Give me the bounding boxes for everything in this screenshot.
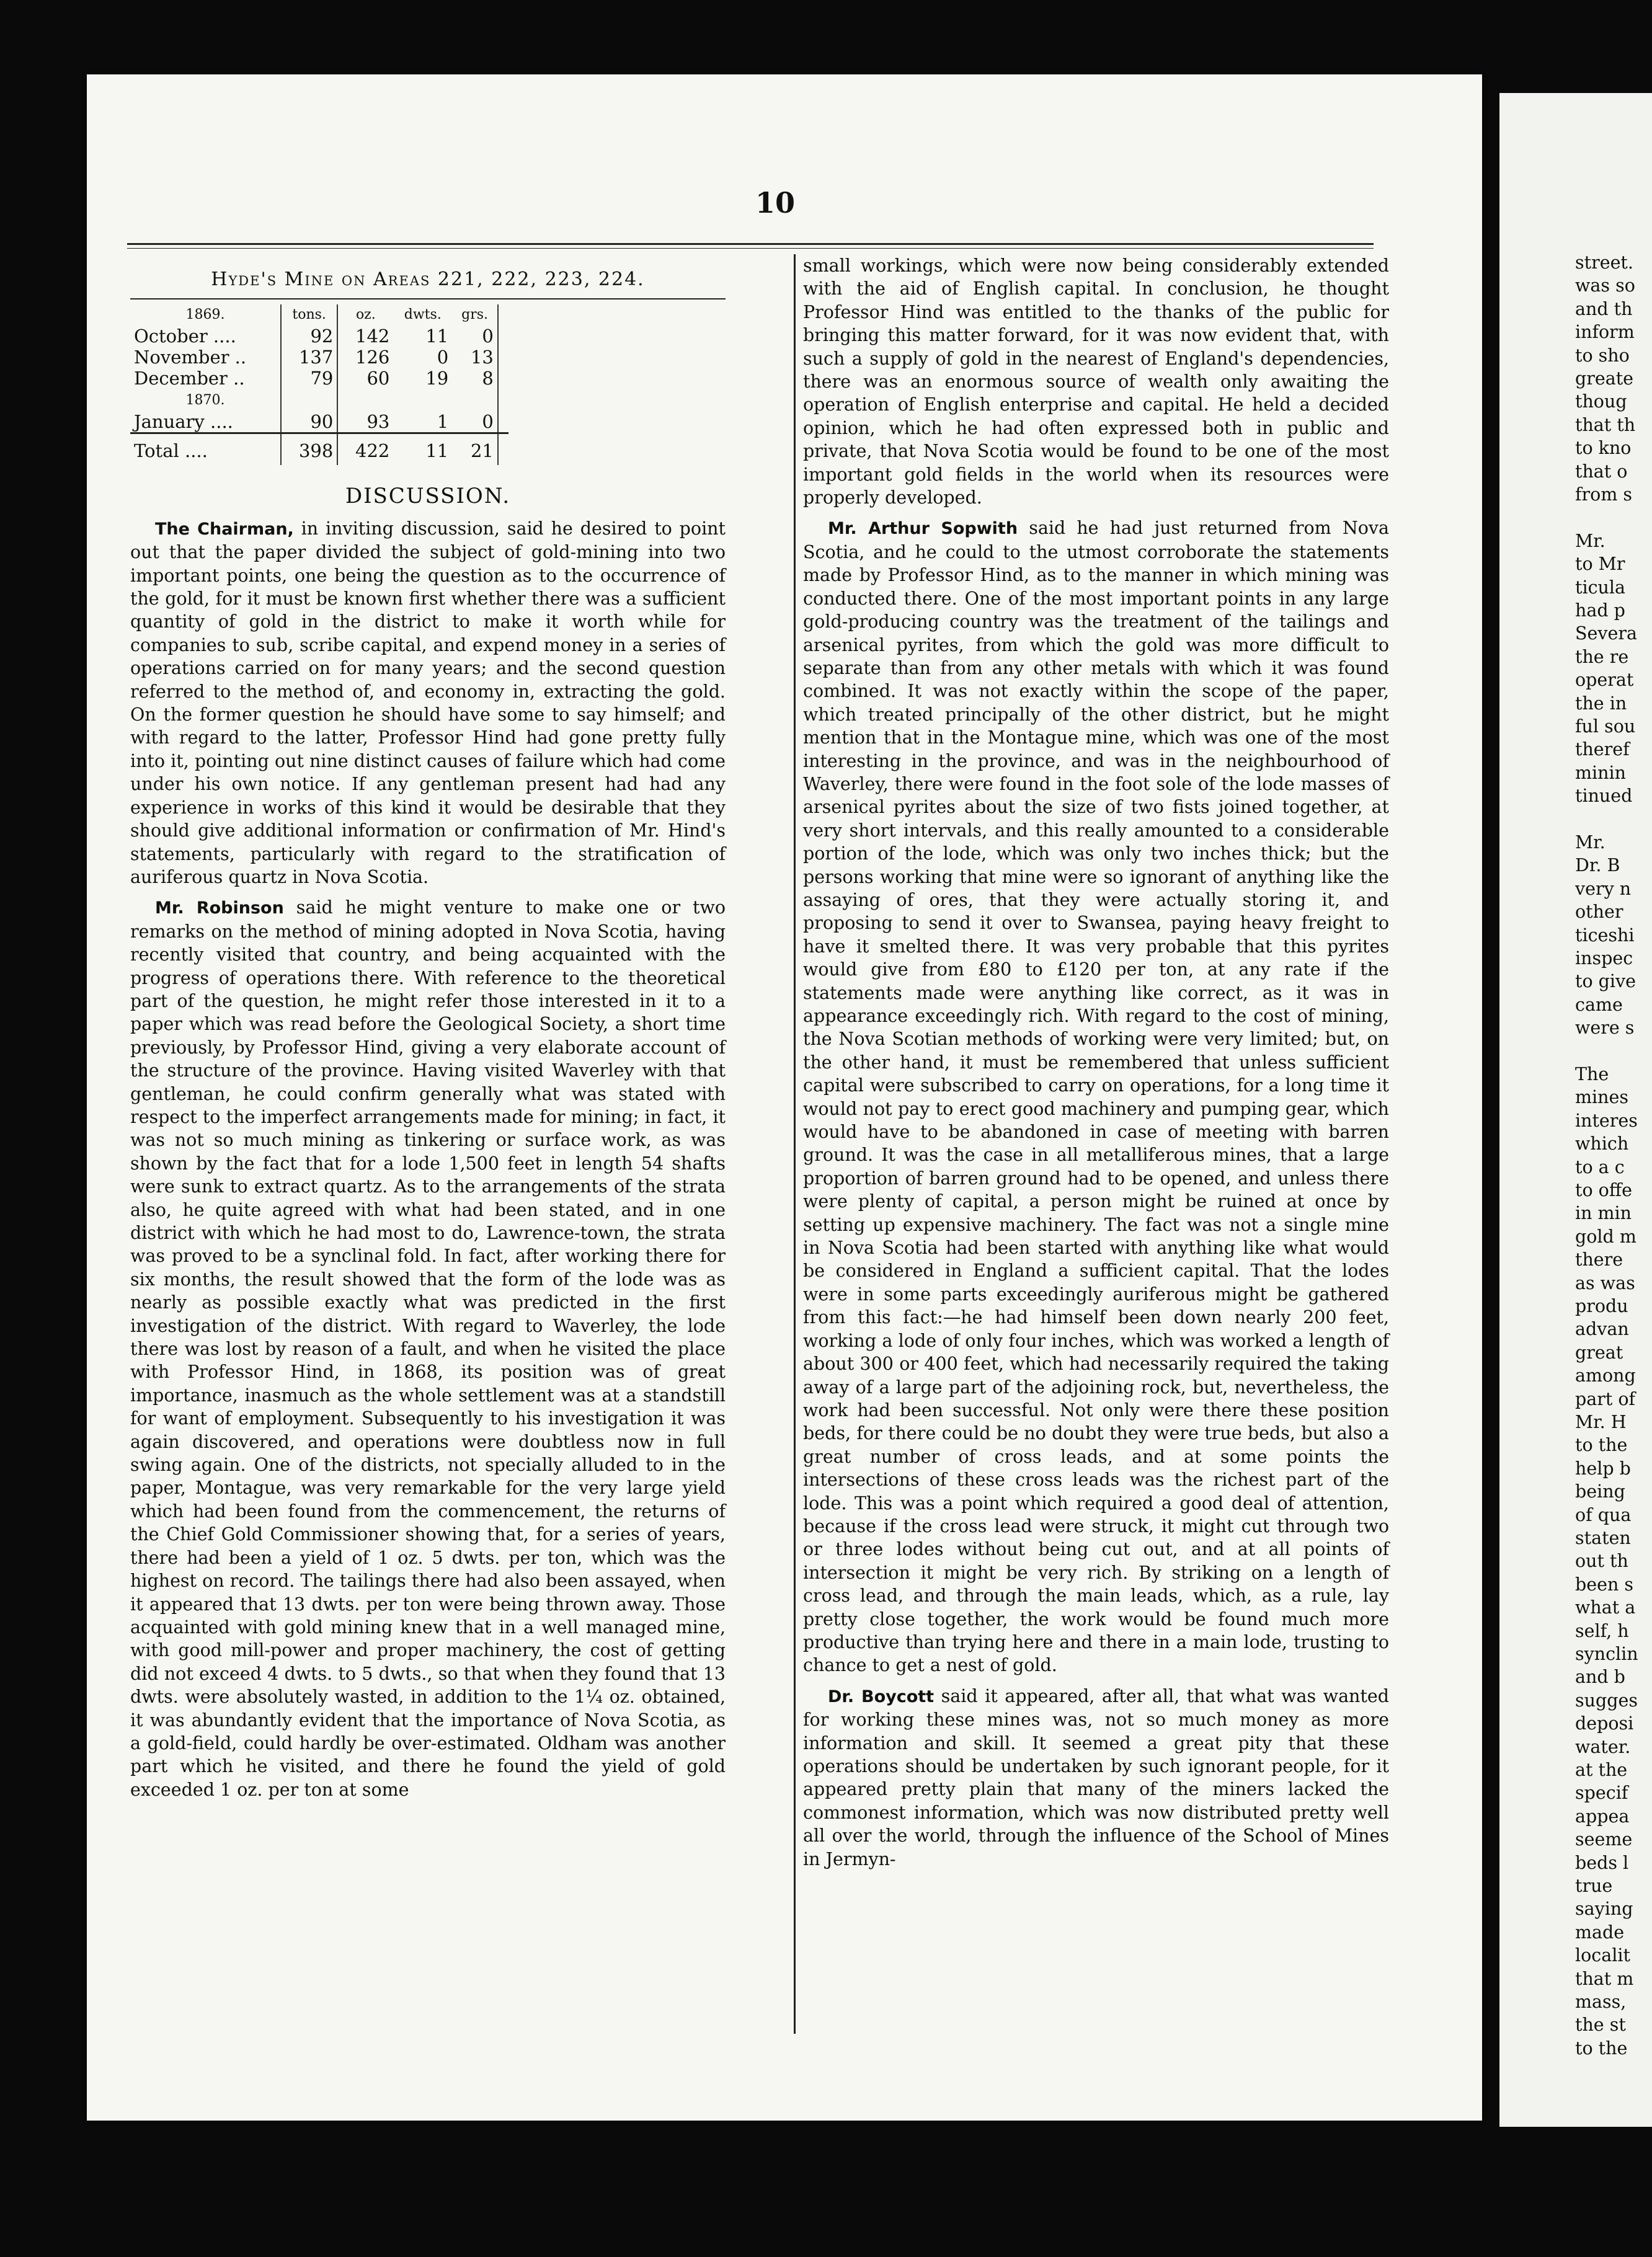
speaker-name: Mr. Arthur Sopwith — [828, 519, 1018, 539]
next-page-line: inform — [1575, 322, 1635, 343]
next-page-line: theref — [1575, 739, 1630, 760]
next-page-line: the re — [1575, 646, 1629, 667]
next-page-line: as was — [1575, 1272, 1635, 1293]
next-page-line: to offe — [1575, 1180, 1632, 1200]
next-page-line: was so — [1575, 275, 1635, 296]
next-page-line: ticeshi — [1575, 925, 1635, 946]
table-header-row — [130, 304, 508, 326]
paragraph: Mr. Arthur Sopwith said he had just returned from Nova Scotia, and he could to the utmost corroborate the statements made by Professor Hind, as to the manner in which mining was conducted there. One of the most important points in any large gold-producing country was the treatment of the tailings and arsenical pyrites, from which the gold was more difficult to separate than from any other metals with which it was found combined. It was not exactly within the scope of the paper, which treated principally of the other district, but he might mention that in the Montague mine, which was one of the most interesting in the province, and was in the neighbourhood of Waverley, there were found in the foot sole of the lode masses of arsenical pyrites about the size of two fists joined together, at very short intervals, and this really amounted to a considerable portion of the lode, which was only two inches thick; but the persons working that mine were so ignorant of anything like the assaying of ores, that they were actually storing it, and proposing to send it over to Swansea, paying heavy freight to have it smelted there. It was very probable that this pyrites would give from £80 to £120 per ton, at any rate if the statements made were anything like correct, as it was in appearance exceedingly rich. With regard to the cost of mining, the Nova Scotian methods of working were very limited; but, on the other hand, it must be remembered that unless sufficient capital were subscribed to carry on operations, for a long time it would not pay to erect good machinery and pumping gear, which would have to be abandoned in case of meeting with barren ground. It was the case in all metalliferous mines, that a large proportion of barren ground had to be opened, and unless there were plenty of capital, a person might be ruined at once by setting up expensive machinery. The fact was not a single mine in Nova Scotia had been started with anything like what would be considered in England a sufficient capital. That the lodes were in some parts exceedingly auriferous might be gathered from this fact:—he had himself been down nearly 200 feet, working a lode of only four inches, which was worked a length of about 300 or 400 feet, which had necessarily required the taking away of a large part of the adjoining rock, but, nevertheless, the work had been successful. Not only were there these position beds, for there could be no doubt they were true beds, but also a great number of cross leads, and at some points the intersections of these cross leads was the richest part of the lode. This was a point which required a good deal of attention, because if the cross lead were struck, it might cut through two or three lodes without being cut out, and at all points of intersection it might be very rich. By striking on a length of cross lead, and through the main leads, which, as a rule, lay pretty close together, the work would be found much more productive than trying here and there in a main lode, trusting to chance to get a nest of gold. — [803, 518, 1390, 1676]
next-page-line: to kno — [1575, 438, 1632, 459]
next-page-line: and b — [1575, 1667, 1625, 1688]
next-page-line: water. — [1575, 1736, 1631, 1757]
next-page-line: out th — [1575, 1551, 1628, 1572]
next-page-line: that m — [1575, 1968, 1634, 1989]
next-page-line: came — [1575, 994, 1623, 1015]
next-page-line: Mr. — [1575, 530, 1605, 551]
next-page-line: beds l — [1575, 1852, 1629, 1873]
header-dwts: dwts. — [404, 307, 442, 323]
next-page-line: being — [1575, 1481, 1625, 1502]
next-page-line: Dr. B — [1575, 855, 1620, 876]
next-page-line: self, h — [1575, 1620, 1629, 1641]
next-page-line: and th — [1575, 298, 1633, 319]
next-page-line: mines — [1575, 1087, 1628, 1108]
next-page-line: in min — [1575, 1203, 1632, 1224]
table-title-rule — [130, 298, 726, 299]
table-row: January .... 90 93 1 0 — [130, 411, 508, 433]
next-page-line: to the — [1575, 1435, 1628, 1456]
next-page-line: ticula — [1575, 577, 1625, 598]
right-column — [803, 254, 1389, 1878]
next-page-line: to a c — [1575, 1156, 1625, 1177]
header-oz: oz. — [337, 304, 393, 326]
next-page-line: from s — [1575, 484, 1633, 505]
header-grs: grs. — [461, 307, 488, 323]
next-page-line: to the — [1575, 2038, 1628, 2059]
next-page-line: Mr. H — [1575, 1412, 1627, 1432]
table-year-row: 1870. — [130, 389, 508, 411]
next-page-line: minin — [1575, 762, 1626, 783]
next-page-line: synclin — [1575, 1644, 1638, 1664]
next-page-line: true — [1575, 1876, 1613, 1896]
paragraph: Dr. Boycott said it appeared, after all, that what was wanted for working these mines was, not so much money as more information and skill. It seemed a great pity that these operations should be undertaken by such ignorant people, for it appeared pretty plain that many of the miners lacked the commonest information, which was now distributed pretty well all over the world, through the influence of the School of Mines in Jermyn- — [803, 1685, 1389, 1869]
next-page-line: seeme — [1575, 1829, 1633, 1850]
next-page-line: what a — [1575, 1597, 1636, 1618]
next-page-line: The — [1575, 1064, 1609, 1084]
header-rule — [127, 243, 1374, 249]
next-page-line: among — [1575, 1365, 1636, 1386]
next-page-line: inspec — [1575, 948, 1633, 969]
next-page-line: at the — [1575, 1760, 1628, 1780]
next-page-line: that th — [1575, 414, 1636, 435]
next-page-line: thoug — [1575, 391, 1627, 412]
next-page-line: ful sou — [1575, 716, 1636, 737]
next-page-line: to Mr — [1575, 554, 1625, 575]
left-column — [130, 254, 726, 1809]
next-page-line: sugges — [1575, 1690, 1638, 1711]
next-page-line: localit — [1575, 1945, 1630, 1966]
next-page-line: Mr. — [1575, 832, 1605, 853]
next-page-line: the st — [1575, 2015, 1626, 2036]
next-page-line: there — [1575, 1249, 1623, 1270]
speaker-name: Mr. Robinson — [155, 898, 284, 918]
next-page-line: the in — [1575, 693, 1627, 714]
paragraph: Mr. Robinson said he might venture to make one or two remarks on the method of mining adopted in Nova Scotia, having recently visited that country, and being acquainted with the progress of operations there. With reference to the theoretical part of the question, he might refer those interested in it to a paper which was read before the Geological Society, a short time previously, by Professor Hind, giving a very elaborate account of the structure of the province. Having visited Waverley with that gentleman, he could confirm generally what was stated with respect to the imperfect arrangements made for mining; in fact, it was not so much mining as tinkering or surface work, as was shown by the fact that for a lode 1,500 feet in length 54 shafts were sunk to extract quartz. As to the arrangements of the strata also, he quite agreed with what had been stated, and in one district with which he had most to do, Lawrence-town, the strata was proved to be a synclinal fold. In fact, after working there for six months, the result showed that the form of the lode was as nearly as possible exactly what was predicted in the first investigation of the district. With regard to Waverley, the lode there was lost by reason of a fault, and when he visited the place with Professor Hind, in 1868, its position was of great importance, inasmuch as the whole settlement was at a standstill for want of employment. Subsequently to his investigation it was again discovered, and operations were doubtless now in full swing again. One of the districts, not specially alluded to in the paper, Montague, was very remarkable for the very large yield which had been found from the commencement, the returns of the Chief Gold Commissioner showing that, for a series of years, there had been a yield of 1 oz. 5 dwts. per ton, which was the highest on record. The tailings there had also been assayed, when it appeared that 13 dwts. per ton were being thrown away. Those acquainted with gold mining knew that in a well managed mine, with good mill-power and proper machinery, the cost of getting did not exceed 4 dwts. to 5 dwts., so that when they found that 13 dwts. were absolutely wasted, in addition to the 1¼ oz. obtained, it was abundantly evident that the importance of Nova Scotia, as a gold-field, could hardly be over-estimated. Oldham was another part which he visited, and there he found the yield of gold exceeded 1 oz. per ton at some — [130, 897, 726, 1800]
next-page-line: specif — [1575, 1783, 1628, 1804]
page-number: 10 — [755, 186, 796, 219]
next-page-line: very n — [1575, 878, 1632, 899]
next-page-line: mass, — [1575, 1992, 1627, 2012]
next-page-line: great — [1575, 1342, 1623, 1363]
next-page-line: operat — [1575, 670, 1634, 691]
next-page-line: to give — [1575, 971, 1636, 992]
next-page-line: produ — [1575, 1296, 1628, 1316]
next-page-line: to sho — [1575, 345, 1630, 366]
next-page-line: advan — [1575, 1319, 1629, 1340]
table-row: November .. 137 126 0 13 — [130, 347, 508, 368]
next-page-line: greate — [1575, 368, 1634, 389]
next-page-line: were s — [1575, 1018, 1635, 1039]
next-page-line: other — [1575, 902, 1623, 923]
next-page-line: which — [1575, 1133, 1629, 1155]
paragraph: The Chairman, in inviting discussion, said he desired to point out that the paper divided the subject of gold-mining into two important points, one being the question as to the occurrence of the gold, for it must be known first whether there was a sufficient quantity of gold in the district to make it worth while for companies to sub, scribe capital, and expend money in a series of operations carried on for many years; and the second question referred to the method of, and economy in, extracting the gold. On the former question he should have some to say himself; and with regard to the latter, Professor Hind had gone pretty fully into it, pointing out nine distinct causes of failure which had come under his own notice. If any gentleman present had had any experience in works of this kind it would be desirable that they should give additional information or confirmation of Mr. Hind's statements, particularly with regard to the stratification of auriferous quartz in Nova Scotia. — [130, 518, 726, 887]
yield-table — [130, 304, 508, 465]
column-divider — [794, 254, 796, 2034]
next-page-line: staten — [1575, 1528, 1631, 1548]
next-page-line: of qua — [1575, 1504, 1632, 1525]
table-row: December .. 79 60 19 8 — [130, 368, 508, 389]
next-page-line: part of — [1575, 1388, 1636, 1409]
next-page-line: gold m — [1575, 1226, 1636, 1247]
paragraph: small workings, which were now being considerably extended with the aid of English capital. In conclusion, he thought Professor Hind was entitled to the thanks of the public for bringing this matter forward, for it was now evident that, with such a supply of gold in the nearest of England's dependencies, there was an enormous source of wealth only awaiting the operation of English enterprise and capital. He held a decided opinion, which he had often expressed both in public and private, that Nova Scotia would be found to be one of the most important gold fields in the world when its resources were properly developed. — [803, 255, 1389, 508]
next-page-line: interes — [1575, 1110, 1638, 1131]
next-page-line: that o — [1575, 461, 1628, 482]
next-page-line: saying — [1575, 1899, 1633, 1920]
table-row: October .... 92 142 11 0 — [130, 326, 508, 347]
next-page-line: help b — [1575, 1458, 1631, 1479]
table-total-row: Total .... 398 422 11 21 — [130, 433, 508, 466]
next-page-line: street. — [1575, 252, 1633, 273]
table-title: Hyde's Mine on Areas 221, 222, 223, 224. — [211, 268, 645, 290]
next-page-line: been s — [1575, 1574, 1634, 1595]
header-tons: tons. — [281, 304, 337, 326]
next-page-line: tinued — [1575, 786, 1633, 807]
header-year: 1869. — [185, 307, 225, 323]
speaker-name: The Chairman, — [155, 519, 294, 539]
next-page-line: made — [1575, 1922, 1625, 1943]
next-page-line: deposi — [1575, 1713, 1634, 1734]
discussion-heading: DISCUSSION. — [345, 484, 511, 509]
next-page-line: had p — [1575, 600, 1625, 621]
next-page-line: appea — [1575, 1806, 1630, 1827]
speaker-name: Dr. Boycott — [828, 1687, 935, 1706]
next-page-line: Severa — [1575, 623, 1637, 644]
